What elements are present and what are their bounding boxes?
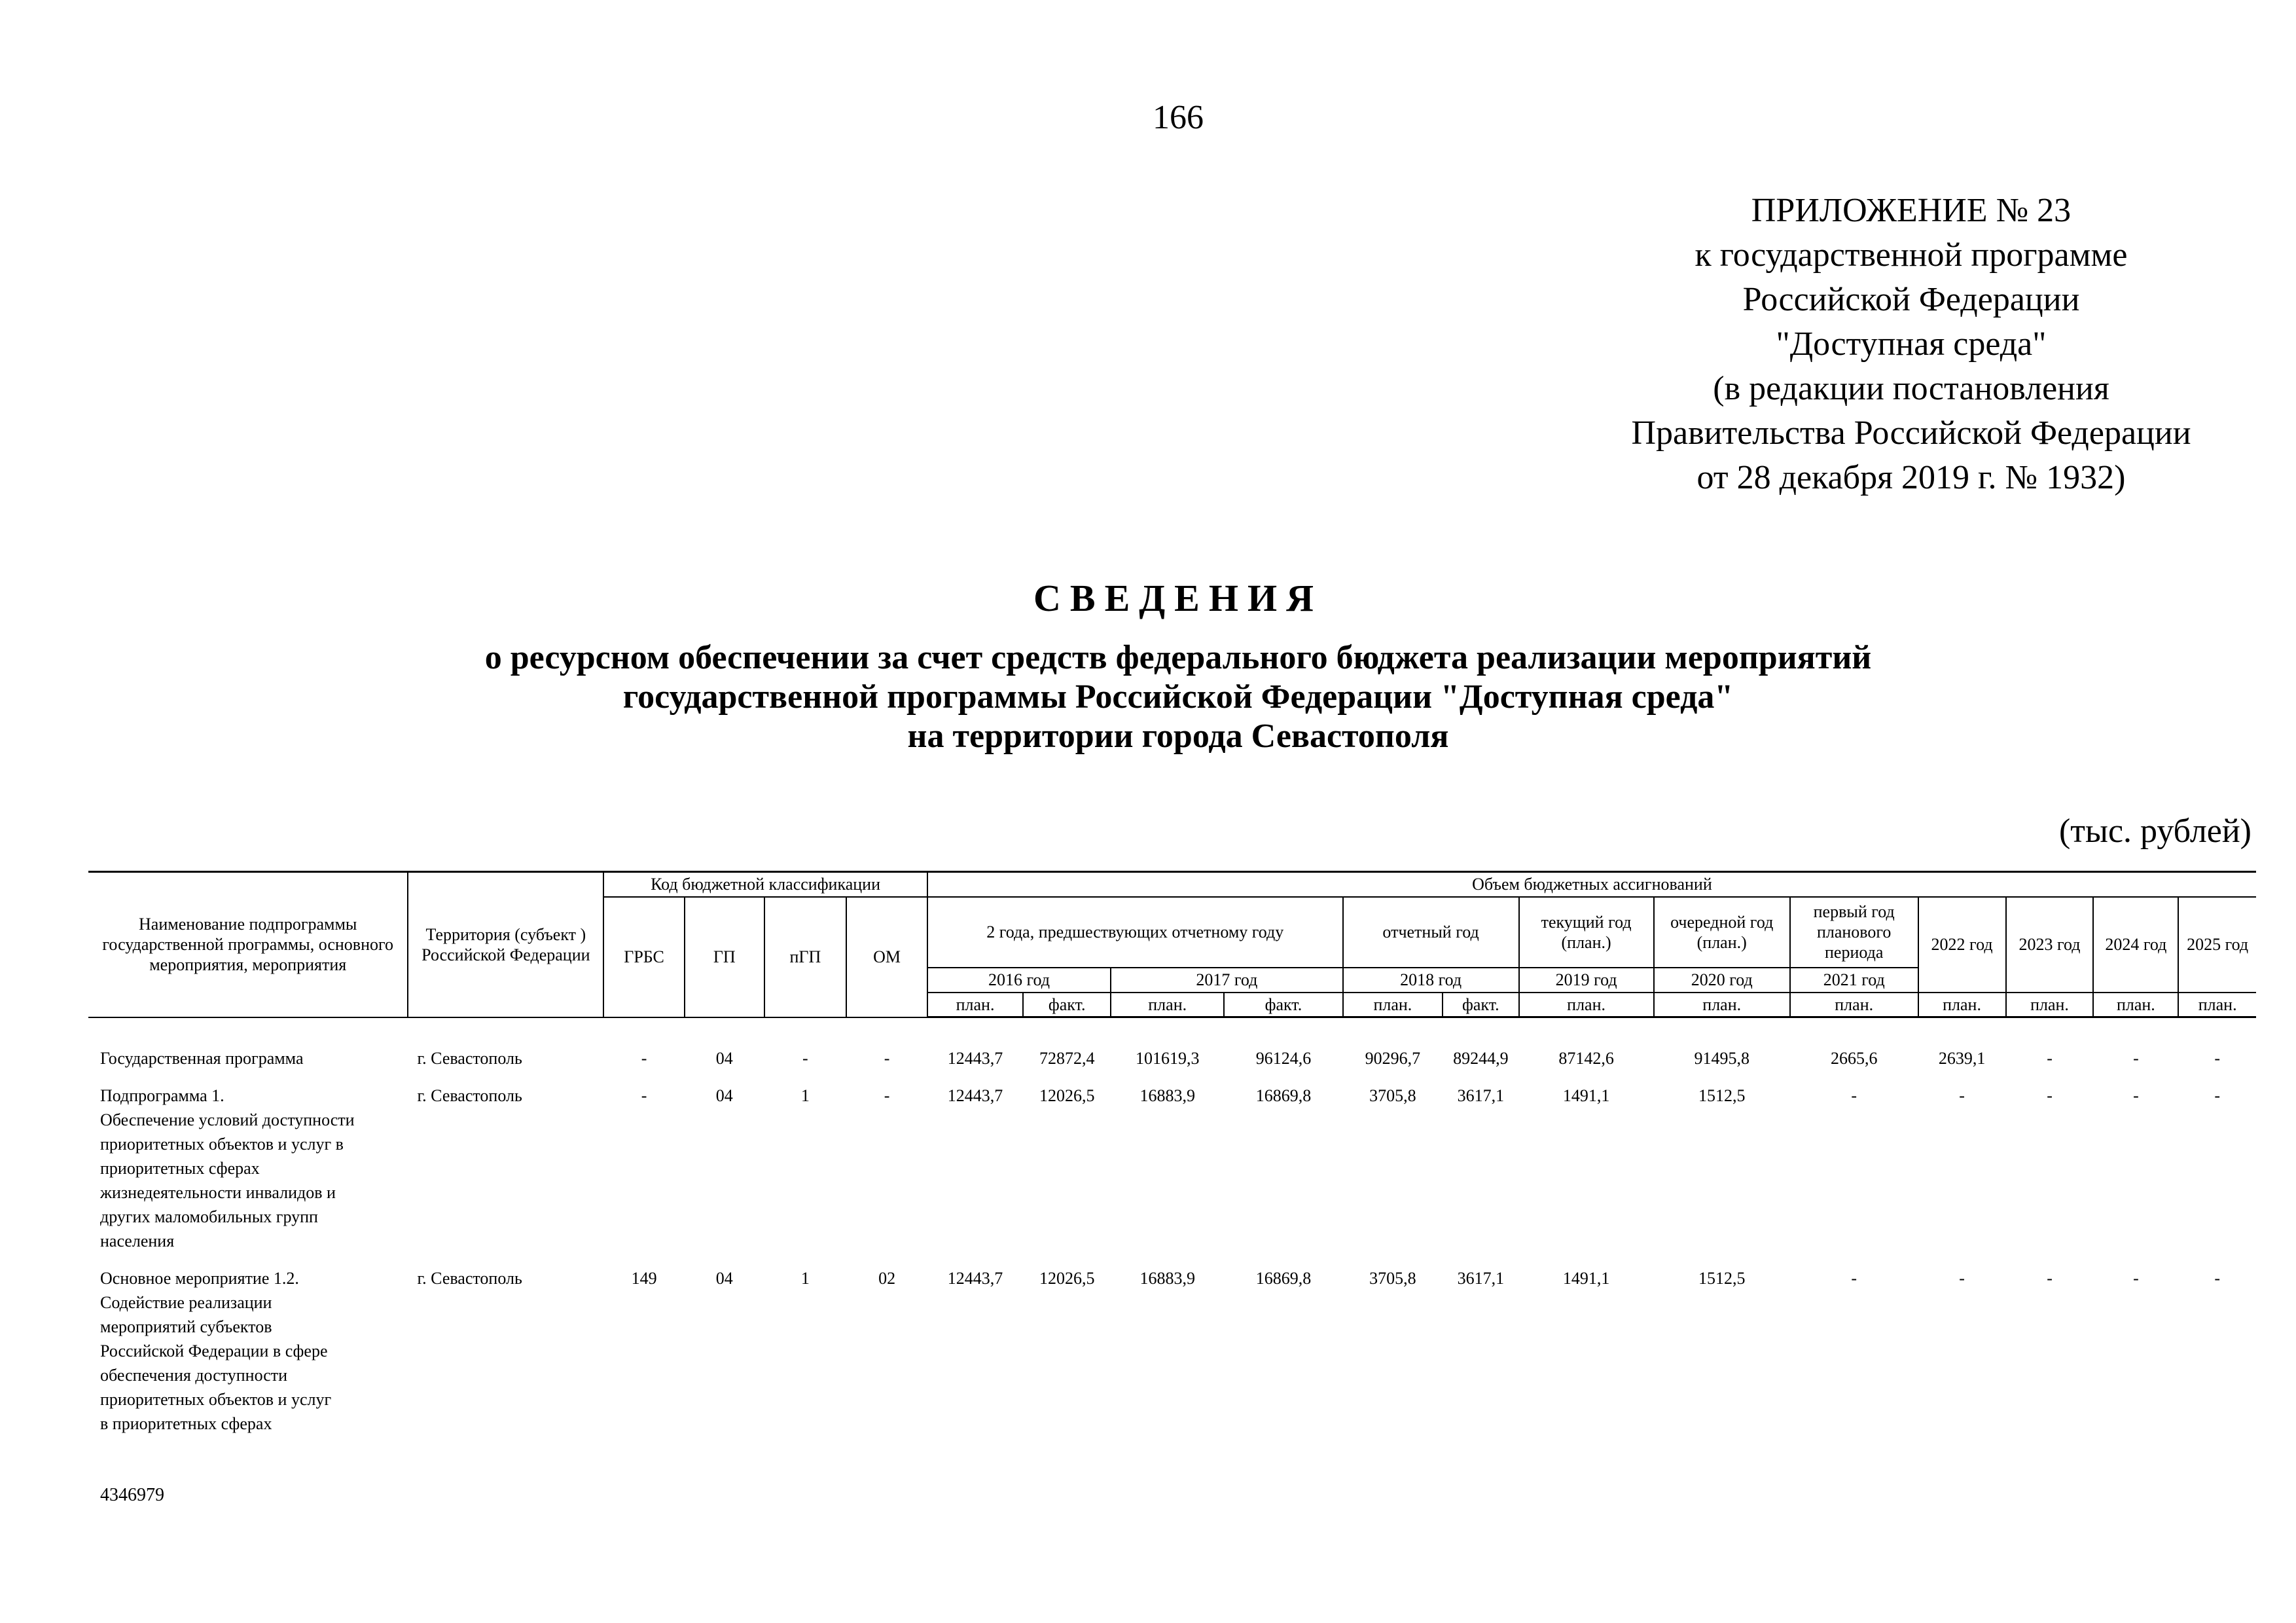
row-value: 3617,1 — [1457, 1269, 1505, 1288]
header-current-year: текущий год (план.) — [1519, 897, 1654, 968]
row-value: - — [2214, 1049, 2220, 1068]
row-value: - — [2214, 1269, 2220, 1288]
row-name-line: населения — [100, 1231, 175, 1250]
header-fact: факт. — [1023, 993, 1111, 1017]
header-year-2019: 2019 год — [1519, 968, 1654, 993]
row-name-line: Содействие реализации — [100, 1293, 272, 1312]
appendix-line: ПРИЛОЖЕНИЕ № 23 — [1751, 192, 2072, 229]
appendix-line: "Доступная среда" — [1776, 325, 2047, 363]
row-value: 89244,9 — [1453, 1049, 1509, 1068]
footer-document-code: 4346979 — [100, 1485, 164, 1505]
table-row — [88, 1046, 2256, 1070]
header-plan: план. — [1654, 993, 1790, 1017]
row-value: 12443,7 — [947, 1086, 1003, 1105]
header-pgp: пГП — [764, 897, 847, 1017]
row-value: 1491,1 — [1562, 1269, 1610, 1288]
appendix-line: (в редакции постановления — [1713, 370, 2109, 407]
appendix-line: к государственной программе — [1695, 236, 2128, 274]
row-pgp: 1 — [800, 1086, 810, 1105]
row-om: 02 — [878, 1269, 896, 1288]
row-value: 3705,8 — [1369, 1086, 1416, 1105]
row-value: - — [2047, 1086, 2053, 1105]
row-value: 12026,5 — [1039, 1269, 1095, 1288]
row-value: 16869,8 — [1255, 1086, 1312, 1105]
row-gp: 04 — [715, 1269, 733, 1288]
header-om: ОМ — [846, 897, 927, 1017]
appendix-line: Российской Федерации — [1742, 281, 2080, 318]
table-row — [88, 1084, 2256, 1253]
header-year-2018: 2018 год — [1343, 968, 1519, 993]
page-number: 166 — [1153, 99, 1204, 136]
row-territory: г. Севастополь — [417, 1086, 522, 1105]
header-gp: ГП — [685, 897, 764, 1017]
row-name-line: приоритетных сферах — [100, 1159, 260, 1178]
table-row — [88, 1266, 2256, 1436]
row-value: 16883,9 — [1139, 1086, 1195, 1105]
header-plan: план. — [1790, 993, 1918, 1017]
header-plan: план. — [2178, 993, 2256, 1017]
header-plan: план. — [1519, 993, 1654, 1017]
row-value: 16869,8 — [1255, 1269, 1312, 1288]
header-year-2024: 2024 год — [2093, 897, 2178, 993]
header-plan: план. — [927, 993, 1023, 1017]
header-year-2023: 2023 год — [2006, 897, 2094, 993]
row-value: - — [1959, 1086, 1965, 1105]
row-name-line: других маломобильных групп — [100, 1207, 318, 1226]
row-value: - — [2047, 1269, 2053, 1288]
row-value: 12026,5 — [1039, 1086, 1095, 1105]
row-value: 2639,1 — [1938, 1049, 1986, 1068]
header-year-2025: 2025 год — [2178, 897, 2256, 993]
row-value: 72872,4 — [1039, 1049, 1095, 1068]
row-name-line: жизнедеятельности инвалидов и — [100, 1183, 336, 1202]
appendix-block — [1584, 189, 2238, 500]
header-year-2016: 2016 год — [927, 968, 1111, 993]
row-value: 16883,9 — [1139, 1269, 1195, 1288]
row-value: 12443,7 — [947, 1049, 1003, 1068]
row-value: 87142,6 — [1558, 1049, 1614, 1068]
row-name — [88, 1084, 408, 1253]
header-budget-code-group: Код бюджетной классификации — [603, 872, 927, 897]
document-subtitle — [0, 638, 2296, 756]
header-plan: план. — [1343, 993, 1443, 1017]
row-value: 90296,7 — [1365, 1049, 1421, 1068]
row-name-line: Обеспечение условий доступности — [100, 1110, 355, 1129]
table-header — [88, 871, 2256, 1018]
header-next-year: очередной год (план.) — [1654, 897, 1790, 968]
appendix-line: от 28 декабря 2019 г. № 1932) — [1696, 459, 2126, 496]
row-value: 12443,7 — [947, 1269, 1003, 1288]
subtitle-line: о ресурсном обеспечении за счет средств федерального бюджета реализации мероприятий — [484, 639, 1872, 676]
header-volume-group: Объем бюджетных ассигнований — [927, 872, 2256, 897]
row-value: 1512,5 — [1698, 1269, 1746, 1288]
row-name: Государственная программа — [100, 1049, 304, 1068]
row-gp: 04 — [715, 1049, 733, 1068]
row-grbs: - — [641, 1086, 647, 1105]
units-label: (тыс. рублей) — [2058, 812, 2251, 850]
row-grbs: - — [641, 1049, 647, 1068]
row-name — [88, 1266, 408, 1436]
header-report-year: отчетный год — [1343, 897, 1519, 968]
row-value: - — [2214, 1086, 2220, 1105]
row-value: - — [2133, 1086, 2139, 1105]
row-value: 96124,6 — [1255, 1049, 1312, 1068]
row-pgp: - — [802, 1049, 808, 1068]
row-value: 3617,1 — [1457, 1086, 1505, 1105]
row-value: - — [2047, 1049, 2053, 1068]
row-value: 3705,8 — [1369, 1269, 1416, 1288]
header-fact: факт. — [1443, 993, 1518, 1017]
row-value: - — [2133, 1049, 2139, 1068]
row-name-line: приоритетных объектов и услуг в — [100, 1135, 344, 1154]
row-pgp: 1 — [800, 1269, 810, 1288]
document-title: СВЕДЕНИЯ — [1033, 577, 1323, 619]
row-value: - — [1851, 1269, 1857, 1288]
row-name-line: мероприятий субъектов — [100, 1317, 272, 1336]
row-value: - — [2133, 1269, 2139, 1288]
row-value: 1512,5 — [1698, 1086, 1746, 1105]
header-fact: факт. — [1224, 993, 1342, 1017]
row-om: - — [884, 1086, 890, 1105]
header-plan: план. — [1111, 993, 1224, 1017]
row-value: - — [1851, 1086, 1857, 1105]
row-name-line: Подпрограмма 1. — [100, 1086, 224, 1105]
header-territory-column: Территория (субъект ) Российской Федерации — [408, 872, 603, 1017]
row-value: 1491,1 — [1562, 1086, 1610, 1105]
row-value: - — [1959, 1269, 1965, 1288]
header-year-2017: 2017 год — [1111, 968, 1342, 993]
row-name-line: обеспечения доступности — [100, 1366, 288, 1385]
header-plan: план. — [2006, 993, 2094, 1017]
header-plan: план. — [2093, 993, 2178, 1017]
header-grbs: ГРБС — [603, 897, 685, 1017]
row-name-line: Основное мероприятие 1.2. — [100, 1269, 299, 1288]
row-value: 91495,8 — [1694, 1049, 1749, 1068]
header-first-plan-year: первый год планового периода — [1790, 897, 1918, 968]
data-table — [88, 1046, 2256, 1436]
row-name-line: приоритетных объектов и услуг — [100, 1390, 332, 1409]
header-previous-years: 2 года, предшествующих отчетному году — [927, 897, 1343, 968]
row-om: - — [884, 1049, 890, 1068]
subtitle-line: государственной программы Российской Федерации "Доступная среда" — [622, 678, 1734, 716]
row-territory: г. Севастополь — [417, 1049, 522, 1068]
row-value: 2665,6 — [1830, 1049, 1878, 1068]
appendix-line: Правительства Российской Федерации — [1631, 414, 2191, 452]
row-name-line: Российской Федерации в сфере — [100, 1341, 328, 1360]
row-grbs: 149 — [631, 1269, 657, 1288]
subtitle-line: на территории города Севастополя — [907, 718, 1449, 755]
row-territory: г. Севастополь — [417, 1269, 522, 1288]
header-plan: план. — [1918, 993, 2006, 1017]
header-year-2020: 2020 год — [1654, 968, 1790, 993]
header-name-column: Наименование подпрограммы государственной программы, основного мероприятия, мероприятия — [88, 872, 408, 1017]
header-year-2021: 2021 год — [1790, 968, 1918, 993]
row-gp: 04 — [715, 1086, 733, 1105]
row-name-line: в приоритетных сферах — [100, 1414, 272, 1433]
header-year-2022: 2022 год — [1918, 897, 2006, 993]
row-value: 101619,3 — [1135, 1049, 1200, 1068]
